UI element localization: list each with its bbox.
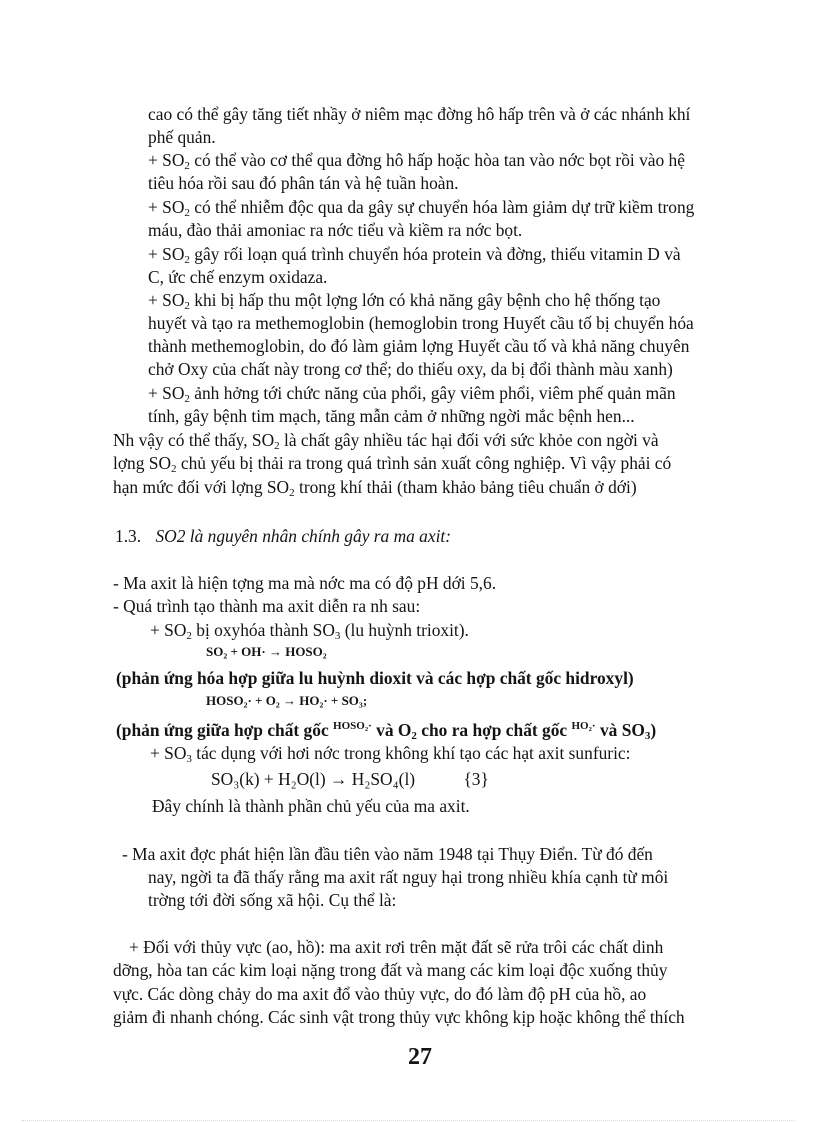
text-line: cao có thể gây tăng tiết nhầy ở niêm mạc đờng hô hấp trên và ở các nhánh khí (148, 104, 691, 124)
section-heading (115, 525, 451, 547)
text-line: hạn mức đối với lợng $SO_2$ trong khí thải (tham khảo bảng tiêu chuẩn ở dới) (113, 477, 637, 499)
text-line: nay, ngời ta đã thấy rằng ma axit rất nguy hại trong nhiều khía cạnh từ môi (148, 867, 669, 887)
reaction-note-1: (phản ứng hóa hợp giữa lu huỳnh dioxit và các hợp chất gốc hidroxyl) (116, 668, 634, 688)
text-line: vực. Các dòng chảy do ma axit đổ vào thủy vực, do đó làm độ pH của hồ, ao (113, 984, 647, 1004)
text-line: - Ma axit là hiện tợng ma mà nớc ma có độ pH dới 5,6. (113, 573, 497, 593)
text-line: + $SO_3$ tác dụng với hơi nớc trong không khí tạo các hạt axit sunfuric: (150, 743, 631, 765)
text-line: + Đối với thủy vực (ao, hồ): ma axit rơi trên mặt đất sẽ rửa trôi các chất dinh (129, 937, 664, 957)
text-line: trờng tới đời sống xã hội. Cụ thể là: (148, 890, 397, 910)
text-line: tiêu hóa rồi sau đó phân tán và hệ tuần hoàn. (148, 173, 459, 193)
text-line: chở Oxy của chất này trong cơ thể; do thiếu oxy, da bị đổi thành màu xanh) (148, 359, 673, 379)
text-line: - Ma axit đợc phát hiện lần đầu tiên vào năm 1948 tại Thụy Điển. Từ đó đến (122, 844, 653, 864)
text-line: + $SO_2$ có thể vào cơ thể qua đờng hô hấp hoặc hòa tan vào nớc bọt rồi vào hệ (148, 150, 685, 172)
text-line: phế quản. (148, 127, 216, 147)
text-line: tính, gây bệnh tim mạch, tăng mẫn cảm ở những ngời mắc bệnh hen... (148, 406, 635, 426)
reaction-note-2: (phản ứng giữa hợp chất gốc $^{HOSO_2\cdot}$ và $O_2$ cho ra hợp chất gốc $^{HO_2\cdot}$ và $SO_3$) (116, 720, 657, 742)
text-line: + $SO_2$ gây rối loạn quá trình chuyển hóa protein và đờng, thiếu vitamin D và (148, 244, 681, 266)
text-line: C, ức chế enzym oxidaza. (148, 267, 328, 287)
text-line: + $SO_2$ khi bị hấp thu một lợng lớn có khả năng gây bệnh cho hệ thống tạo (148, 290, 661, 312)
equation-2: HOSO₂· + O₂ → HO₂· + SO₃; (206, 693, 368, 708)
equation-3: SO₃(k) + H₂O(l) → H₂SO₄(l) {3} (211, 769, 489, 789)
footer-rule (22, 1120, 794, 1121)
text-line: dỡng, hòa tan các kim loại nặng trong đất và mang các kim loại độc xuống thủy (113, 960, 668, 980)
page-number: 27 (408, 1044, 432, 1070)
section-number: 1.3. (115, 526, 142, 546)
text-line: + $SO_2$ bị oxyhóa thành $SO_3$ (lu huỳnh trioxit). (150, 620, 469, 642)
equation-1: SO₂ + OH· → HOSO₂ (206, 644, 327, 659)
text-line: Đây chính là thành phần chủ yếu của ma axit. (152, 796, 470, 816)
text-line: huyết và tạo ra methemoglobin (hemoglobin trong Huyết cầu tố bị chuyển hóa (148, 313, 694, 333)
text-line: lợng $SO_2$ chủ yếu bị thải ra trong quá trình sản xuất công nghiệp. Vì vậy phải có (113, 453, 672, 475)
text-line: + $SO_2$ có thể nhiễm độc qua da gây sự chuyển hóa làm giảm dự trữ kiềm trong (148, 197, 695, 219)
text-line: giảm đi nhanh chóng. Các sinh vật trong thủy vực không kịp hoặc không thể thích (113, 1007, 685, 1027)
equation-3-ref: {3} (463, 769, 489, 789)
text-line: Nh vậy có thể thấy, $SO_2$ là chất gây nhiều tác hại đối với sức khỏe con ngời và (113, 430, 659, 452)
text-line: - Quá trình tạo thành ma axit diễn ra nh sau: (113, 596, 421, 616)
text-line: máu, đào thải amoniac ra nớc tiểu và kiềm ra nớc bọt. (148, 220, 523, 240)
section-title: SO2 là nguyên nhân chính gây ra ma axit: (155, 526, 452, 546)
text-line: + $SO_2$ ảnh hởng tới chức năng của phổi, gây viêm phổi, viêm phế quản mãn (148, 383, 676, 405)
text-line: thành methemoglobin, do đó làm giảm lợng Huyết cầu tố và khả năng chuyên (148, 336, 690, 356)
